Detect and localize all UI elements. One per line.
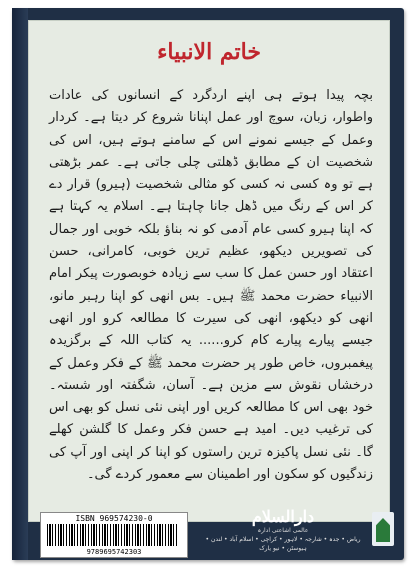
blurb-text (49, 85, 373, 486)
isbn-label: ISBN 969574230-0 (75, 514, 153, 523)
publisher-logo-shape (376, 518, 390, 542)
isbn-barcode-box (40, 512, 188, 558)
book-spine-edge (12, 8, 28, 560)
publisher-block (198, 508, 368, 554)
blurb-paragraph: بچہ پیدا ہوتے ہی اپنے اردگرد کے انسانوں کی عادات واطوار، زبان، سوچ اور عمل اپنانا شروع کر دیتا ہے۔ کردار وعمل کے جیسے نمونے اس کے سامنے ہوتے ہیں، اس کی شخصیت ان کے مطابق ڈھلتی چلی جاتی ہے۔ عمر بڑھتی ہے تو وہ کسی نہ کسی کو مثالی شخصیت (ہیرو) قرار دے کر اس کے رنگ میں ڈھل جانا چاہتا ہے۔ اسلام یہ کہتا ہے کہ اپنا ہیرو کسی عام آدمی کو نہ بناؤ بلکہ خوبی اور جمال کی تصویریں دیکھو، عظیم ترین خوبی، کامرانی، حسن اعتقاد اور حسن عمل کا سب سے زیادہ خوبصورت پیکر امام الانبیاء حضرت محمد ﷺ ہیں۔ بس انھی کو اپنا رہبر مانو، انھی کو دیکھو، انھی کی سیرت کا مطالعہ کرو اور انھی جیسے پیارے پیارے کام کرو...... یہ کتاب اللہ کے برگزیدہ پیغمبروں، خاص طور پر حضرت محمد ﷺ کے فکر وعمل کے درخشاں نقوش سے مزین ہے۔ آسان، شگفتہ اور شستہ۔ خود بھی اس کا مطالعہ کریں اور اپنی نئی نسل کو بھی اس کی ترغیب دیں۔ امید ہے حسن فکر وعمل کا گلشن کھلے گا۔ نئی نسل پاکیزہ ترین راستوں کو اپنا کر اپنی اور آپ کی زندگیوں کو سکون اور اطمینان سے معمور کردے گی۔ (49, 88, 373, 483)
barcode-icon (47, 524, 179, 546)
publisher-cities: ریاض • جدہ • شارجہ • لاہور • کراچی • اسلام آباد • لندن • ہیوسٹن • نیو یارک (205, 536, 361, 552)
barcode-number: 9789695742303 (86, 548, 142, 556)
publisher-tagline: عالمی اشاعتی ادارہ (257, 527, 309, 534)
book-title: خاتم الانبیاء (157, 39, 261, 65)
publisher-name: دارالسلام (251, 507, 315, 526)
publisher-logo-icon (372, 512, 394, 546)
back-cover-text-panel (28, 20, 390, 522)
